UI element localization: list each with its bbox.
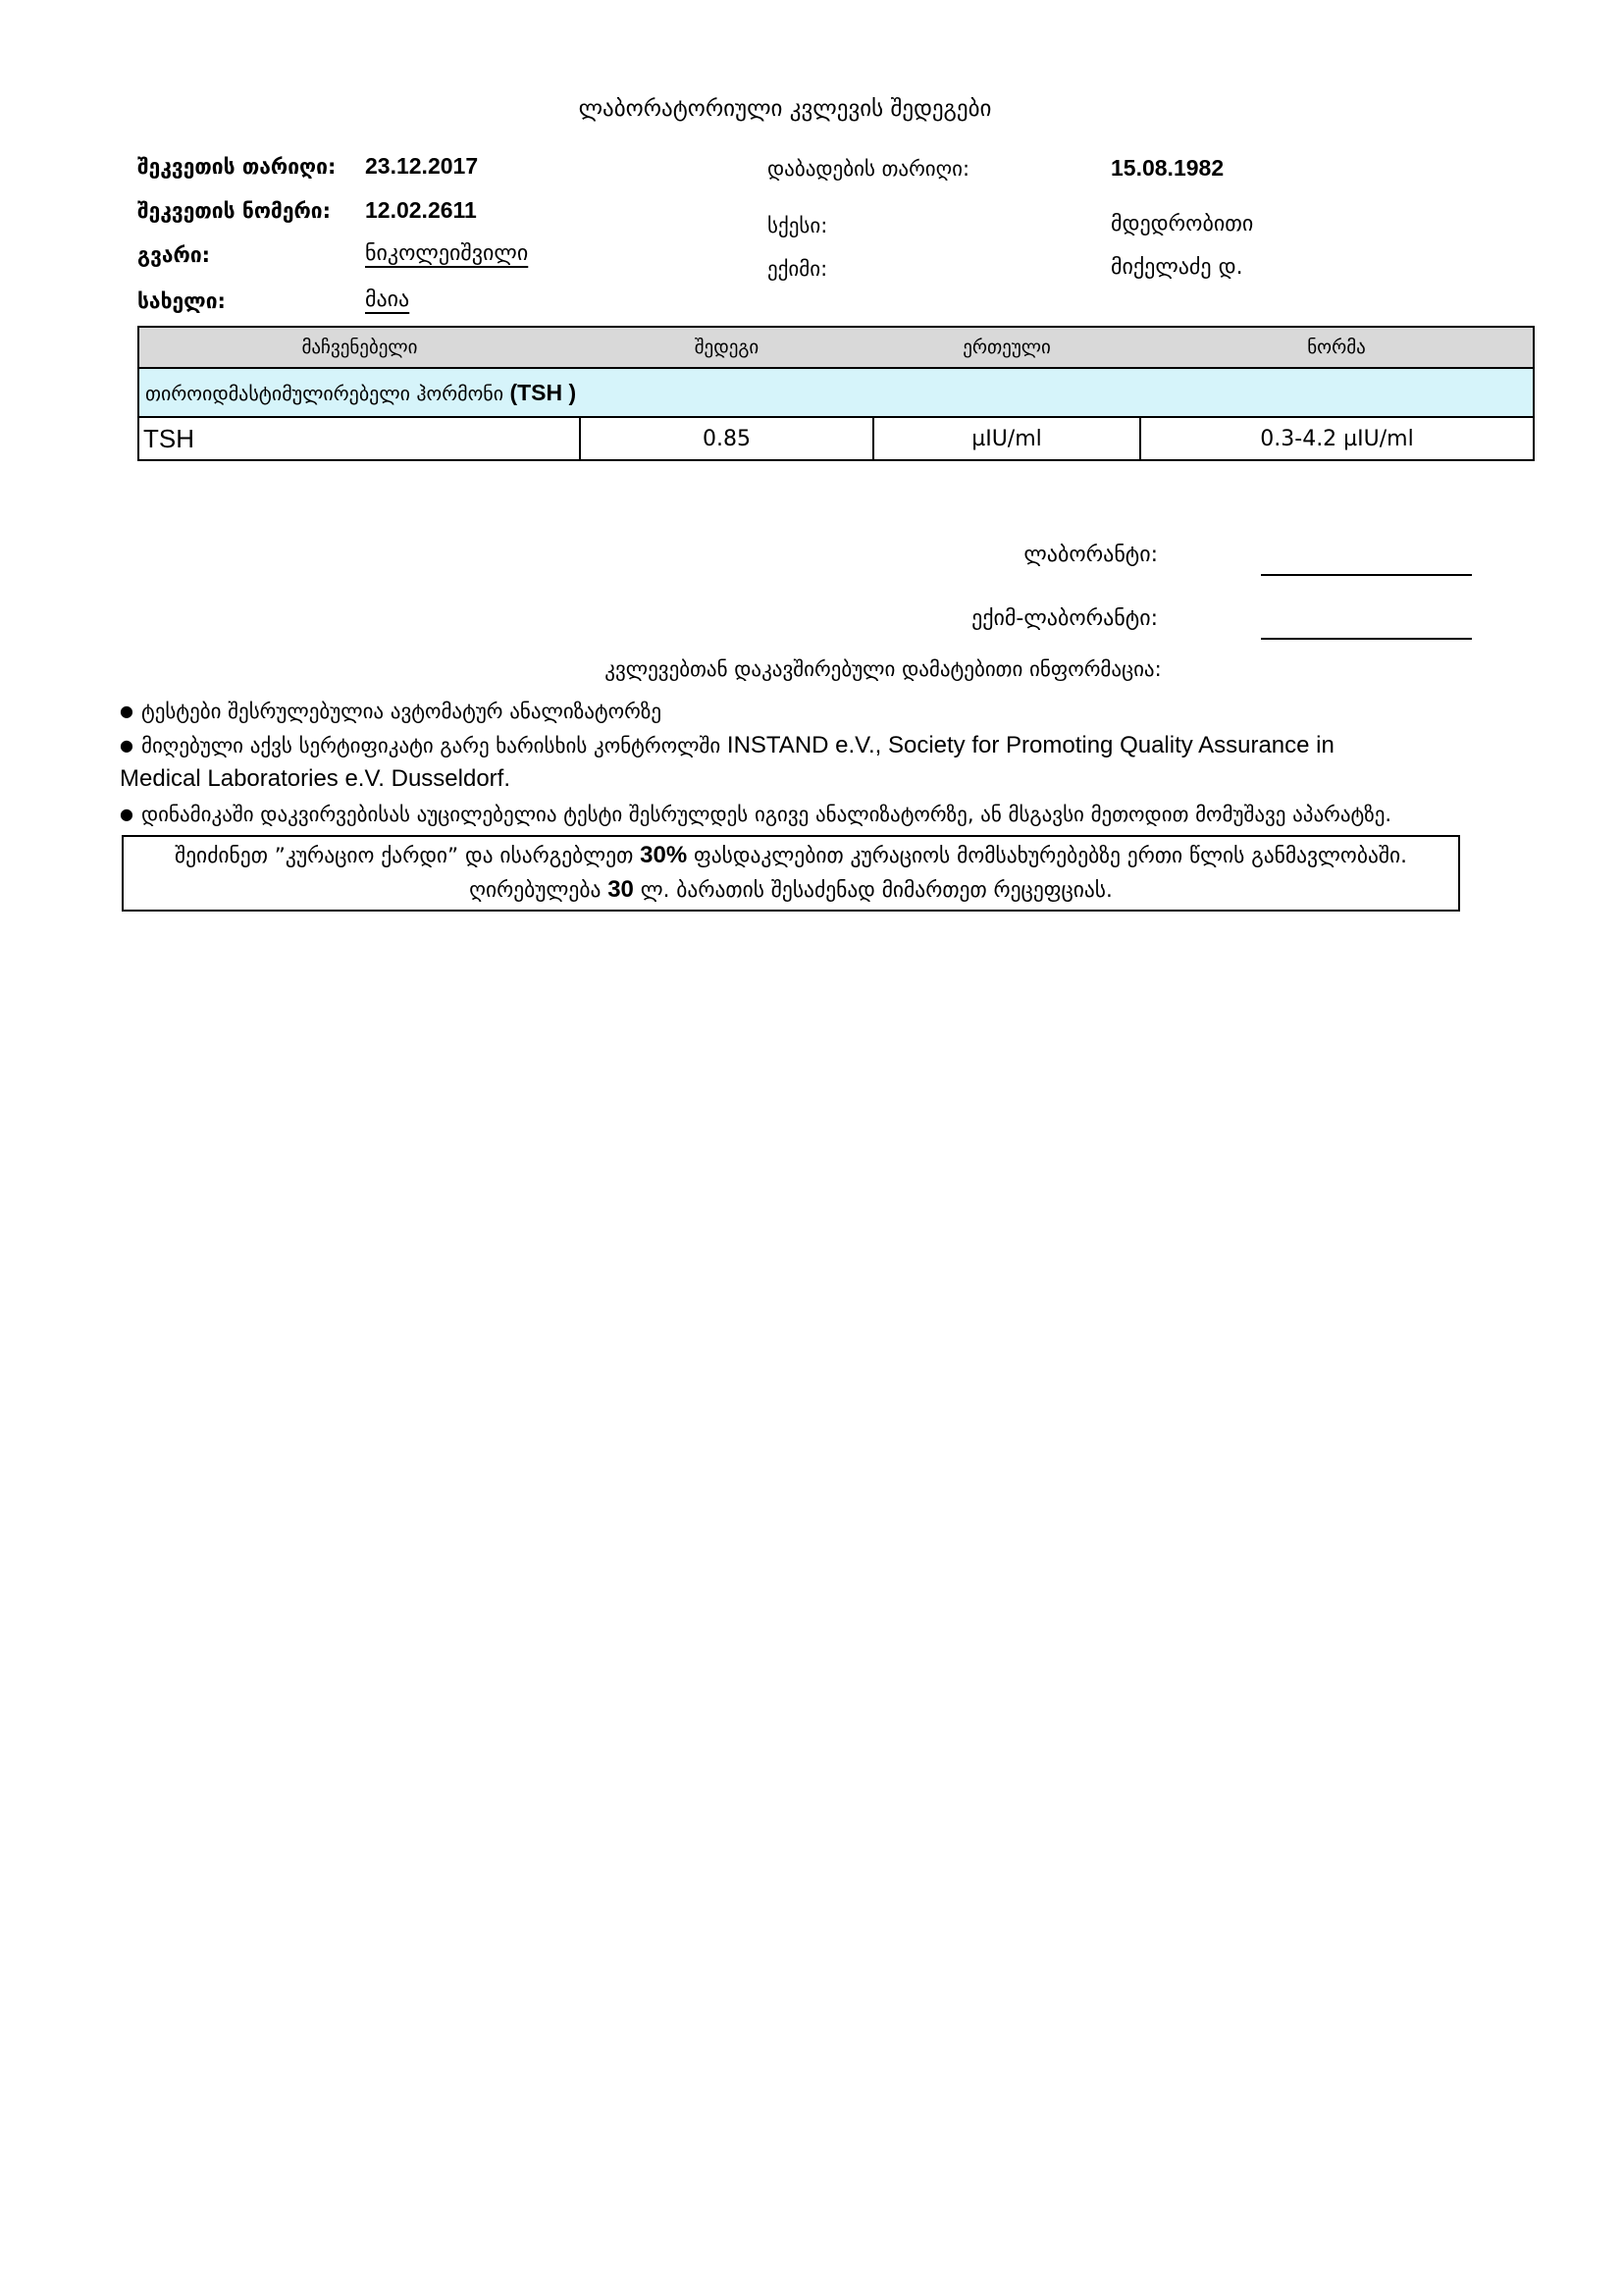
note-text: მიღებული აქვს სერტიფიკატი გარე ხარისხის კონტროლში — [140, 734, 727, 757]
note-dynamics — [120, 798, 1484, 831]
result-norm: 0.3-4.2 µIU/ml — [1140, 417, 1534, 460]
bullet-icon: ● — [120, 805, 133, 823]
order-date-value: 23.12.2017 — [365, 153, 479, 179]
additional-info-heading: კვლევებთან დაკავშირებული დამატებითი ინფორმაცია: — [604, 657, 1162, 681]
promo-text: ღირებულება — [469, 878, 608, 903]
doctor-lab-technician-signature-line — [1261, 638, 1472, 640]
note-text: დინამიკაში დაკვირვებისას აუცილებელია ტესტი შესრულდეს იგივე ანალიზატორზე, ან მსგავსი მეთოდით მომუშავე აპარატზე. — [140, 803, 1392, 826]
result-unit: µIU/ml — [873, 417, 1140, 460]
result-value: 0.85 — [580, 417, 873, 460]
surname-value: ნიკოლეიშვილი — [365, 241, 529, 266]
test-group-abbr: (TSH ) — [509, 379, 577, 405]
birth-date-value: 15.08.1982 — [1111, 155, 1225, 181]
first-name-value: მაია — [365, 287, 410, 312]
col-header-norm: ნორმა — [1140, 327, 1534, 368]
results-table-header-row — [138, 327, 1534, 368]
test-group-title-cell — [138, 368, 1534, 417]
lab-technician-signature-line — [1261, 574, 1472, 576]
doctor-value: მიქელაძე დ. — [1111, 255, 1243, 280]
bullet-icon: ● — [120, 702, 133, 720]
promo-text: ლ. ბარათის შესაძენად მიმართეთ რეცეფციას. — [633, 878, 1113, 903]
doctor-lab-technician-label: ექიმ-ლაბორანტი: — [971, 606, 1158, 631]
promo-discount: 30% — [640, 842, 688, 868]
promo-text: ფასდაკლებით კურაციოს მომსახურებებზე ერთი წლის განმავლობაში. — [687, 844, 1407, 868]
col-header-unit: ერთეული — [873, 327, 1140, 368]
promo-line-2 — [133, 873, 1448, 908]
table-row — [138, 417, 1534, 460]
sex-label: სქესი: — [767, 214, 828, 237]
lab-technician-label: ლაბორანტი: — [1023, 543, 1158, 567]
test-group-title: თიროიდმასტიმულირებელი ჰორმონი — [145, 381, 510, 405]
first-name-label: სახელი: — [137, 289, 226, 313]
order-date-label: შეკვეთის თარიღი: — [137, 155, 337, 179]
note-certificate — [120, 729, 1484, 796]
promo-box — [122, 835, 1460, 912]
promo-price: 30 — [607, 876, 634, 903]
surname-label: გვარი: — [137, 243, 211, 267]
results-table — [137, 326, 1535, 461]
note-text-latin: INSTAND e.V., Society for Promoting Quality Assurance in — [726, 732, 1335, 758]
order-number-value: 12.02.2611 — [365, 197, 477, 223]
note-text: ტესტები შესრულებულია ავტომატურ ანალიზატორზე — [140, 700, 662, 723]
doctor-label: ექიმი: — [767, 257, 828, 281]
result-indicator: TSH — [138, 417, 580, 460]
col-header-result: შედეგი — [580, 327, 873, 368]
test-group-row — [138, 368, 1534, 417]
promo-line-1 — [133, 839, 1448, 873]
page-title: ლაბორატორიული კვლევის შედეგები — [578, 96, 992, 122]
order-number-label: შეკვეთის ნომერი: — [137, 199, 332, 223]
col-header-indicator: მაჩვენებელი — [138, 327, 580, 368]
bullet-icon: ● — [120, 736, 133, 755]
note-text-latin: Medical Laboratories e.V. Dusseldorf. — [120, 765, 510, 792]
birth-date-label: დაბადების თარიღი: — [767, 157, 970, 181]
sex-value: მდედრობითი — [1111, 212, 1254, 236]
promo-text: შეიძინეთ ”კურაციო ქარდი” და ისარგებლეთ — [175, 844, 641, 868]
note-auto-analyzer — [120, 695, 1484, 728]
